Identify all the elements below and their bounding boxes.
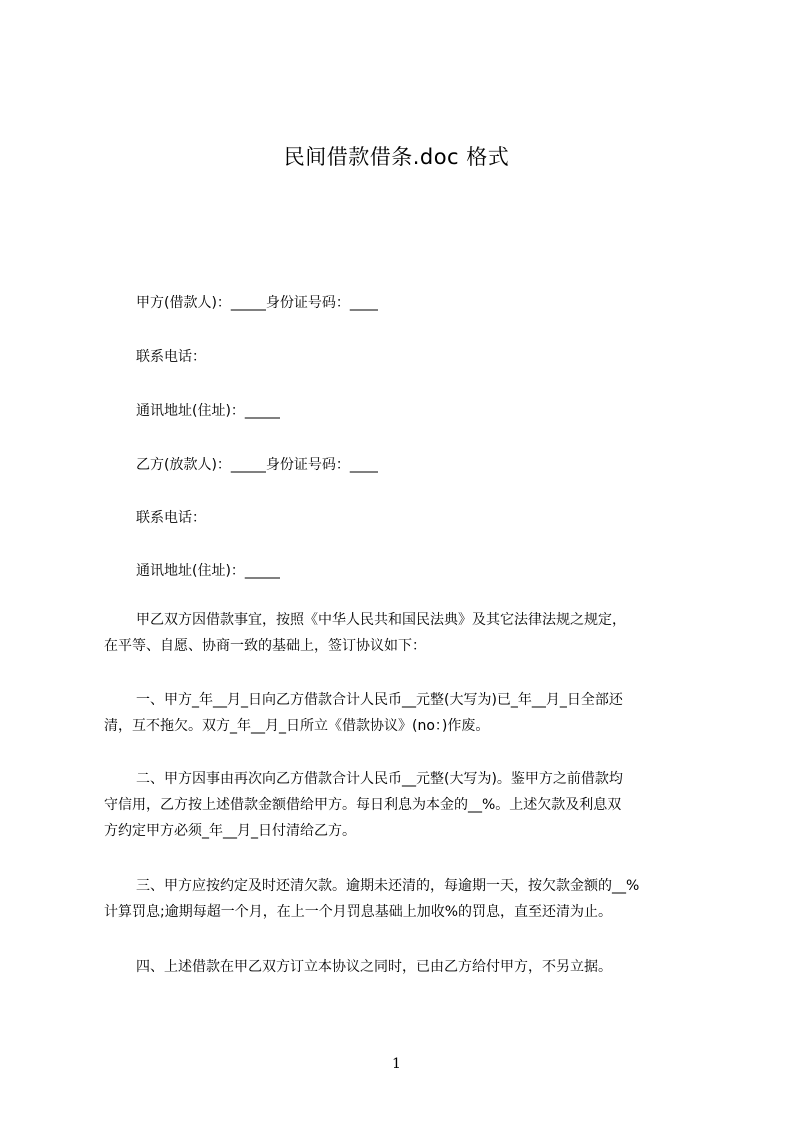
- clause-1-line: 清，互不拖欠。双方_年__月_日所立《借款协议》(no：)作废。: [104, 718, 490, 734]
- clause-4-line: 四、上述借款在甲乙双方订立本协议之同时，已由乙方给付甲方，不另立据。: [136, 959, 612, 975]
- intro-paragraph: [104, 607, 724, 659]
- party-b-address: 通讯地址(住址)：_____: [136, 563, 280, 579]
- clause-3-line: 三、甲方应按约定及时还清欠款。逾期未还清的，每逾期一天，按欠款金额的__%: [136, 878, 640, 894]
- clause-3-paragraph: [104, 873, 724, 925]
- clause-2-line: 守信用，乙方按上述借款金额借给甲方。每日利息为本金的__%。上述欠款及利息双: [104, 797, 622, 813]
- clause-3-line: 计算罚息;逾期每超一个月，在上一个月罚息基础上加收%的罚息，直至还清为止。: [104, 904, 613, 920]
- party-b-phone: 联系电话：: [136, 510, 206, 526]
- clause-2-line: 方约定甲方必须_年__月_日付清给乙方。: [104, 823, 356, 839]
- intro-line: 在平等、自愿、协商一致的基础上，签订协议如下：: [104, 638, 426, 654]
- clause-2-line: 二、甲方因事由再次向乙方借款合计人民币__元整(大写为)。鉴甲方之前借款均: [136, 771, 623, 787]
- clause-2-paragraph: [104, 766, 724, 844]
- party-a-phone: 联系电话：: [136, 349, 206, 365]
- document-title: 民间借款借条.doc 格式: [283, 145, 510, 169]
- clause-1-paragraph: [104, 687, 724, 739]
- clause-4-paragraph: [104, 954, 724, 980]
- page-number: 1: [392, 1056, 401, 1072]
- clause-1-line: 一、甲方_年__月_日向乙方借款合计人民币__元整(大写为)已_年__月_日全部还: [136, 692, 623, 708]
- party-a-line: 甲方(借款人)：_____身份证号码：____: [136, 295, 378, 311]
- party-b-line: 乙方(放款人)：_____身份证号码：____: [136, 457, 378, 473]
- party-a-address: 通讯地址(住址)：_____: [136, 403, 280, 419]
- intro-line: 甲乙双方因借款事宜，按照《中华人民共和国民法典》及其它法律法规之规定，: [136, 612, 626, 628]
